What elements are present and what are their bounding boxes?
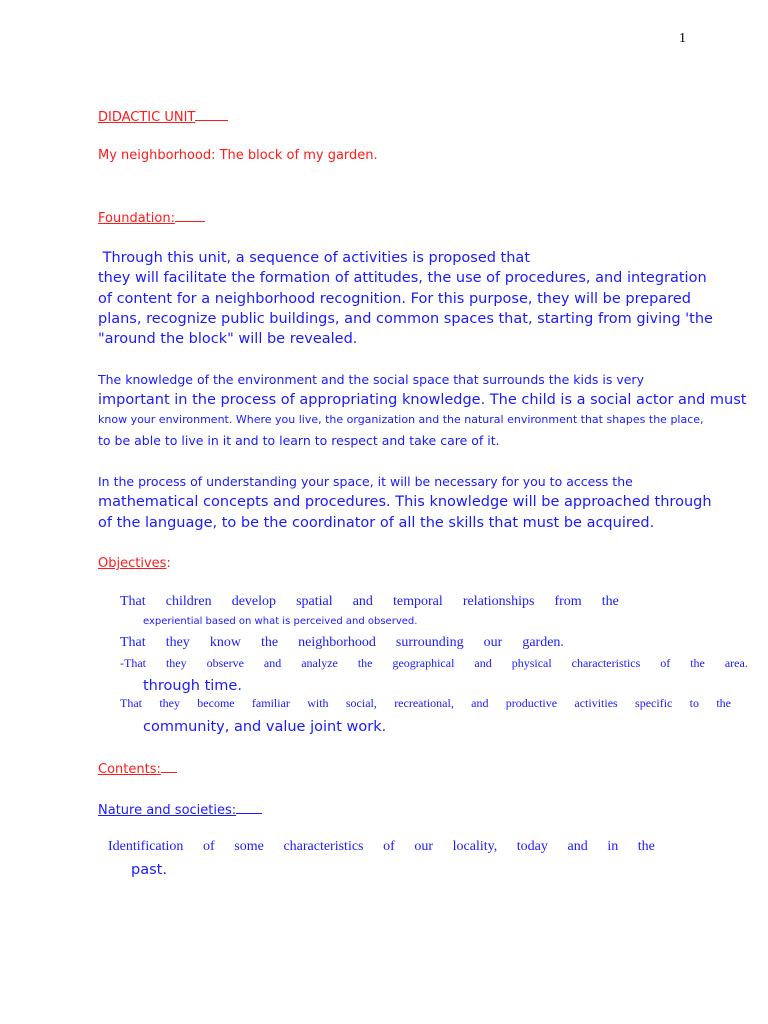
word: observe [206,656,244,670]
word: specific [635,696,673,710]
word: neighborhood [298,635,376,650]
objective-3-continuation: through time. [143,678,242,694]
nature-societies-heading-text: Nature and societies: [98,803,237,818]
word: and [263,656,282,670]
word: and [471,696,489,710]
contents-heading-text: Contents: [98,762,161,777]
word: That [120,594,146,609]
word: and [352,594,373,609]
word: our [483,635,503,650]
foundation-heading-text: Foundation: [98,211,175,226]
contents-item-1-continuation: past. [131,862,167,878]
word: from [554,594,582,609]
objective-4-continuation: community, and value joint work. [143,719,387,735]
word: productive [505,696,558,710]
objectives-heading [98,556,171,571]
word: and [567,839,588,854]
foundation-p2-line4: to be able to live in it and to learn to respect and take care of it. [98,433,500,448]
objective-2 [120,635,564,651]
document-title [98,108,228,125]
word: the [601,594,619,609]
word: of [383,839,395,854]
foundation-p2-line1: The knowledge of the environment and the social space that surrounds the kids is very [98,372,644,387]
foundation-p3-line2: mathematical concepts and procedures. This knowledge will be approached through [98,494,712,510]
word: geographical [392,656,455,670]
word: our [414,839,434,854]
word: familiar [251,696,290,710]
objective-1 [120,594,619,610]
word: relationships [462,594,535,609]
objectives-heading-text: Objectives [98,556,167,571]
foundation-p2-line2: important in the process of appropriating knowledge. The child is a social actor and must [98,392,747,408]
foundation-p1-line2: they will facilitate the formation of attitudes, the use of procedures, and integration [98,270,707,286]
word: become [197,696,235,710]
foundation-p1-line3: of content for a neighborhood recognition. For this purpose, they will be prepared [98,291,691,307]
nature-societies-heading [98,801,262,818]
word: know [209,635,241,650]
word: locality, [452,839,498,854]
foundation-p3-line3: of the language, to be the coordinator of all the skills that must be acquired. [98,515,655,531]
word: physical [511,656,552,670]
contents-heading [98,760,177,777]
objective-1-continuation: experiential based on what is perceived and observed. [143,616,418,627]
word: characteristics [283,839,364,854]
foundation-p1-line4: plans, recognize public buildings, and common spaces that, starting from giving 'the [98,311,713,327]
contents-item-1 [108,839,655,855]
objective-4 [120,696,731,711]
foundation-p1-line1: Through this unit, a sequence of activities is proposed that [98,250,531,266]
document-subtitle: My neighborhood: The block of my garden. [98,148,378,163]
word: today [516,839,548,854]
word: That [120,635,146,650]
word: activities [574,696,618,710]
foundation-heading [98,209,205,226]
word: garden. [522,635,564,650]
word: develop [231,594,277,609]
word: of [203,839,215,854]
word: Identification [108,839,184,854]
word: characteristics [571,656,641,670]
nature-societies-underline-blank [236,801,262,814]
word: -That [120,656,146,670]
word: area. [724,656,748,670]
word: and [474,656,492,670]
word: they [165,635,190,650]
foundation-underline-blank [175,209,205,222]
foundation-p2-line3: know your environment. Where you live, the organization and the natural environment that shapes the place, [98,413,704,426]
word: of [660,656,671,670]
word: surrounding [395,635,464,650]
word: they [165,656,187,670]
word: to [689,696,700,710]
word: temporal [393,594,443,609]
title-text: DIDACTIC UNIT [98,110,196,125]
foundation-p1-line5: "around the block" will be revealed. [98,331,358,347]
objectives-colon: : [166,556,171,571]
word: the [260,635,279,650]
word: the [716,696,731,710]
word: some [234,839,264,854]
word: the [357,656,373,670]
word: social, [345,696,377,710]
foundation-p3-line1: In the process of understanding your space, it will be necessary for you to access the [98,474,633,489]
objective-3 [120,656,748,671]
word: recreational, [394,696,454,710]
word: spatial [296,594,333,609]
word: analyze [301,656,338,670]
title-underline-blank [195,108,228,121]
contents-underline-blank [161,760,177,773]
word: with [307,696,329,710]
word: children [165,594,212,609]
word: in [607,839,619,854]
word: the [637,839,655,854]
word: the [690,656,705,670]
word: they [159,696,180,710]
page-number: 1 [679,31,686,46]
word: That [120,696,142,710]
